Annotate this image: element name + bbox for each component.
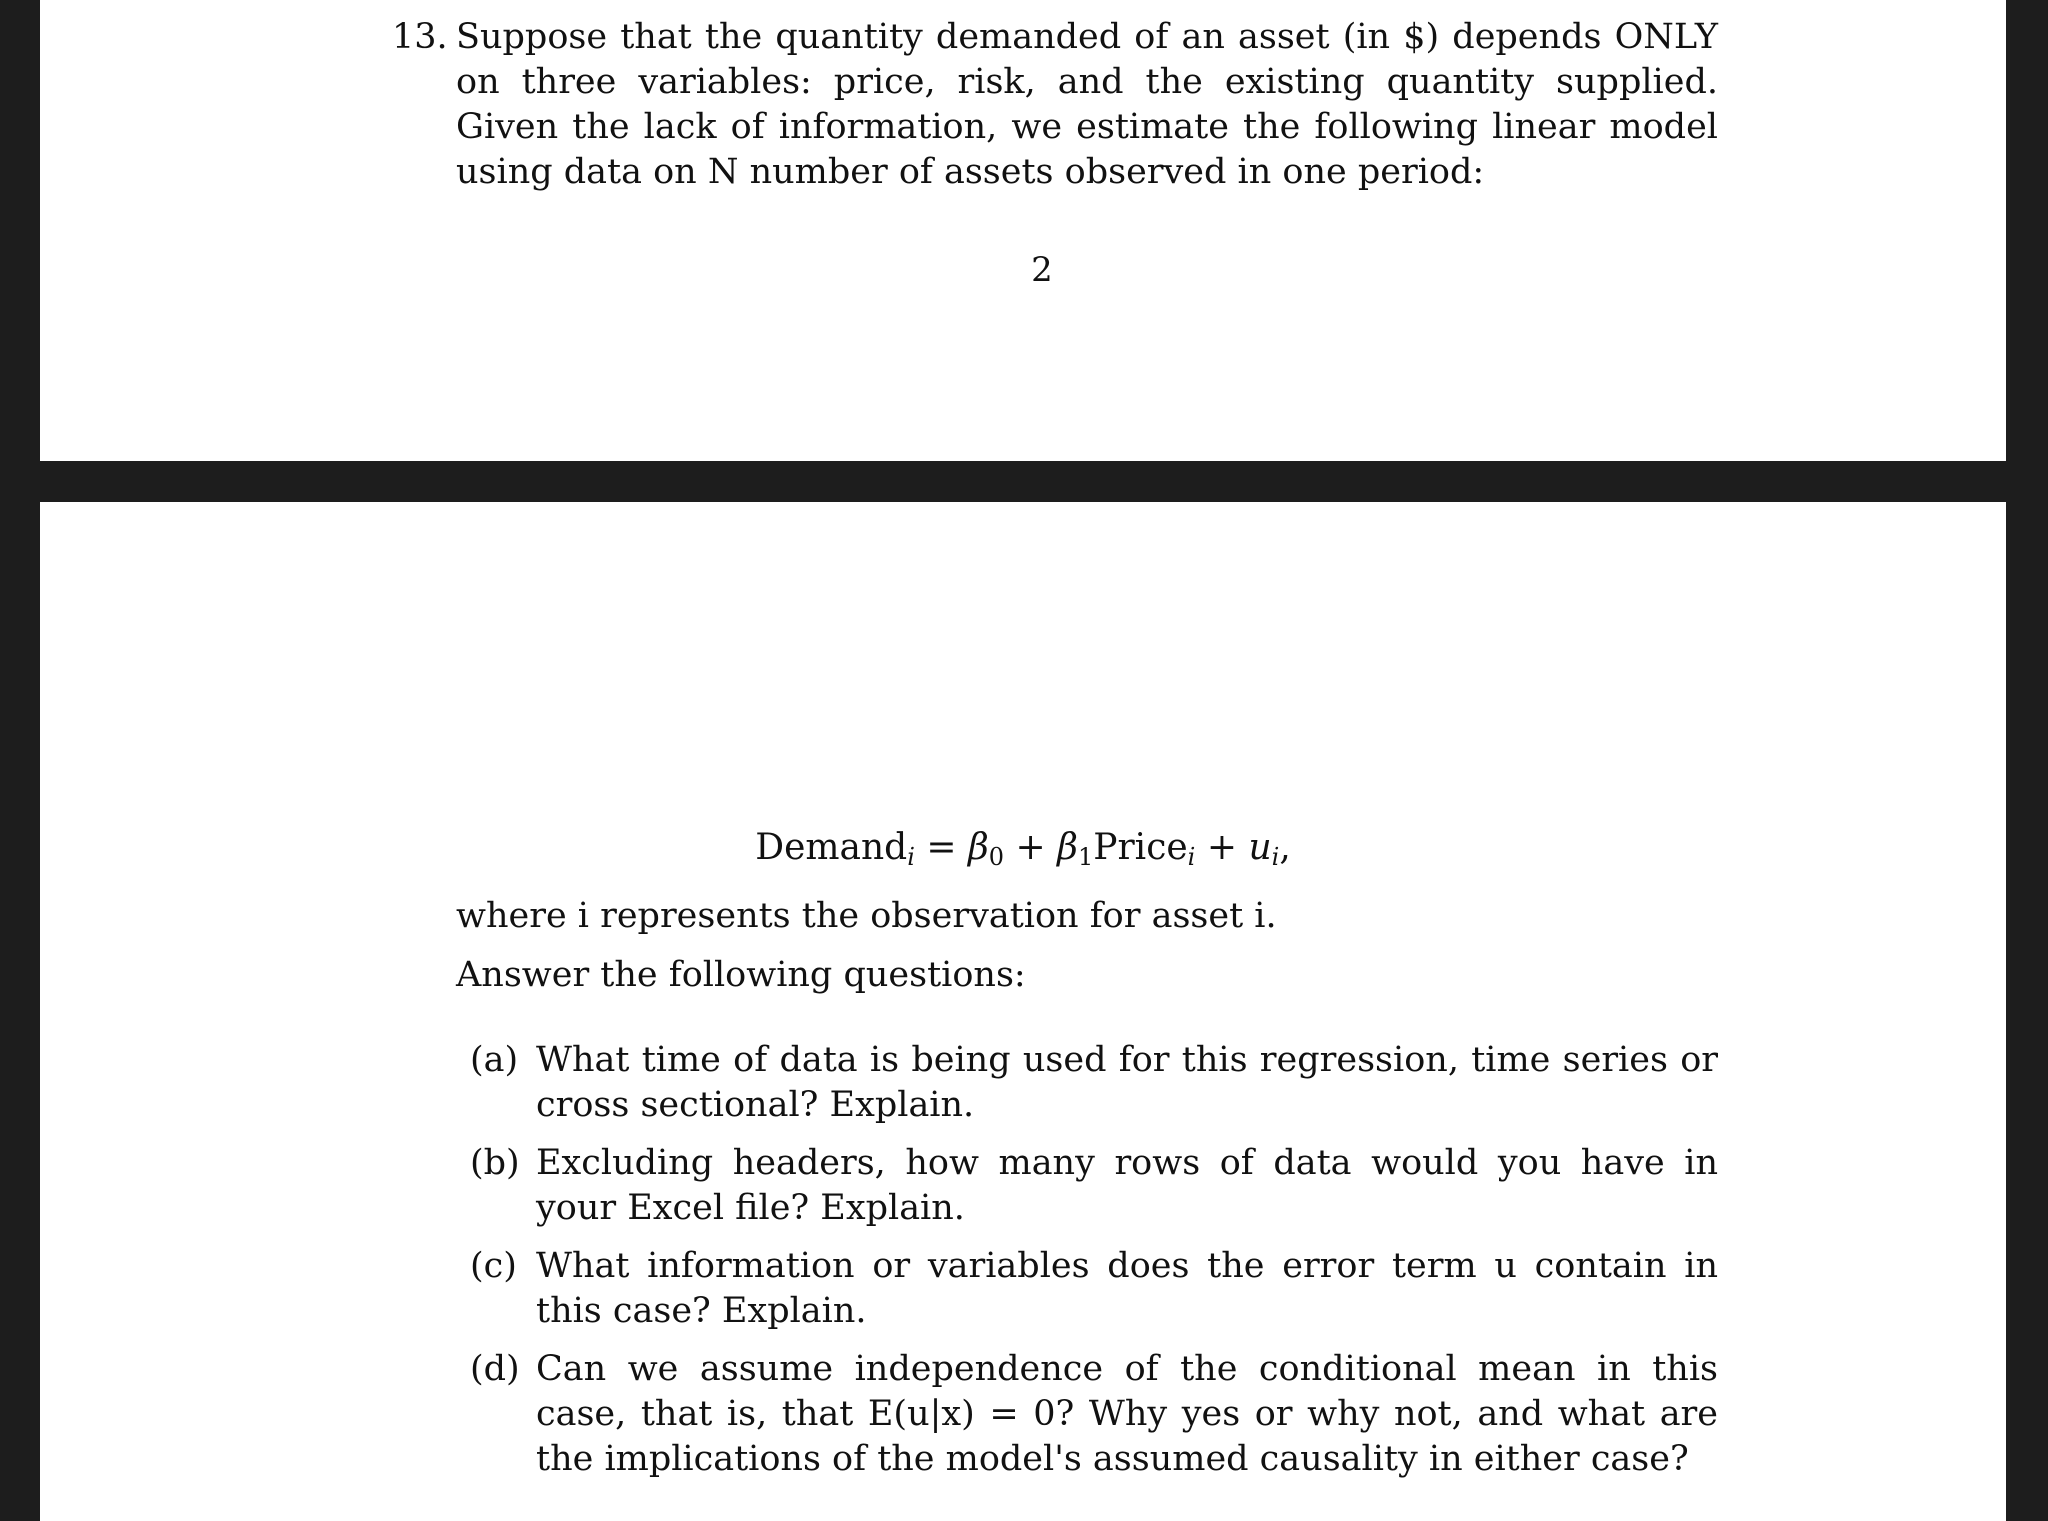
question-text: Can we assume independence of the conditional mean in this case, that is, that E(u|x) = 0? Why yes or why not, and what are the implications of the model's assumed causality in either case? (536, 1349, 1718, 1479)
page-number: 2 (1031, 250, 1053, 290)
equation-error-index: i (1271, 843, 1280, 871)
equation-plus-1: + (1015, 827, 1046, 868)
question-label: (b) (470, 1143, 520, 1183)
equation-beta0: β (967, 827, 989, 868)
question-text: What information or variables does the error term u contain in this case? Explain. (536, 1246, 1718, 1331)
equation-lhs-index: i (907, 843, 915, 871)
equation-equals: = (926, 827, 957, 868)
problem-number: 13. (392, 17, 448, 57)
equation-beta1: β (1057, 827, 1078, 868)
equation-price-index: i (1187, 843, 1196, 871)
equation-comma: , (1279, 827, 1291, 868)
question-label: (c) (470, 1246, 517, 1286)
question-text: Excluding headers, how many rows of data would you have in your Excel file? Explain. (536, 1143, 1718, 1228)
question-label: (d) (470, 1349, 520, 1389)
equation-plus-2: + (1206, 827, 1237, 868)
page-bottom (40, 502, 2006, 1521)
problem-statement: Suppose that the quantity demanded of an asset (in $) depends ONLY on three variables: price, risk, and the existing quantity supplied. Given the lack of information, we estimate the following linear model using data on N number of assets observed in one period: (456, 17, 1718, 192)
where-statement: where i represents the observation for asset i. (456, 896, 1277, 936)
equation-beta0-sub: 0 (988, 843, 1005, 871)
answer-prompt: Answer the following questions: (456, 955, 1026, 995)
regression-equation (40, 827, 2006, 871)
question-text: What time of data is being used for this regression, time series or cross sectional? Explain. (536, 1040, 1718, 1125)
question-label: (a) (470, 1040, 519, 1080)
equation-beta1-sub: 1 (1077, 843, 1094, 871)
equation-lhs: Demand (755, 827, 908, 868)
equation-price: Price (1093, 827, 1188, 868)
page-top (40, 0, 2006, 461)
equation-error: u (1248, 827, 1272, 868)
